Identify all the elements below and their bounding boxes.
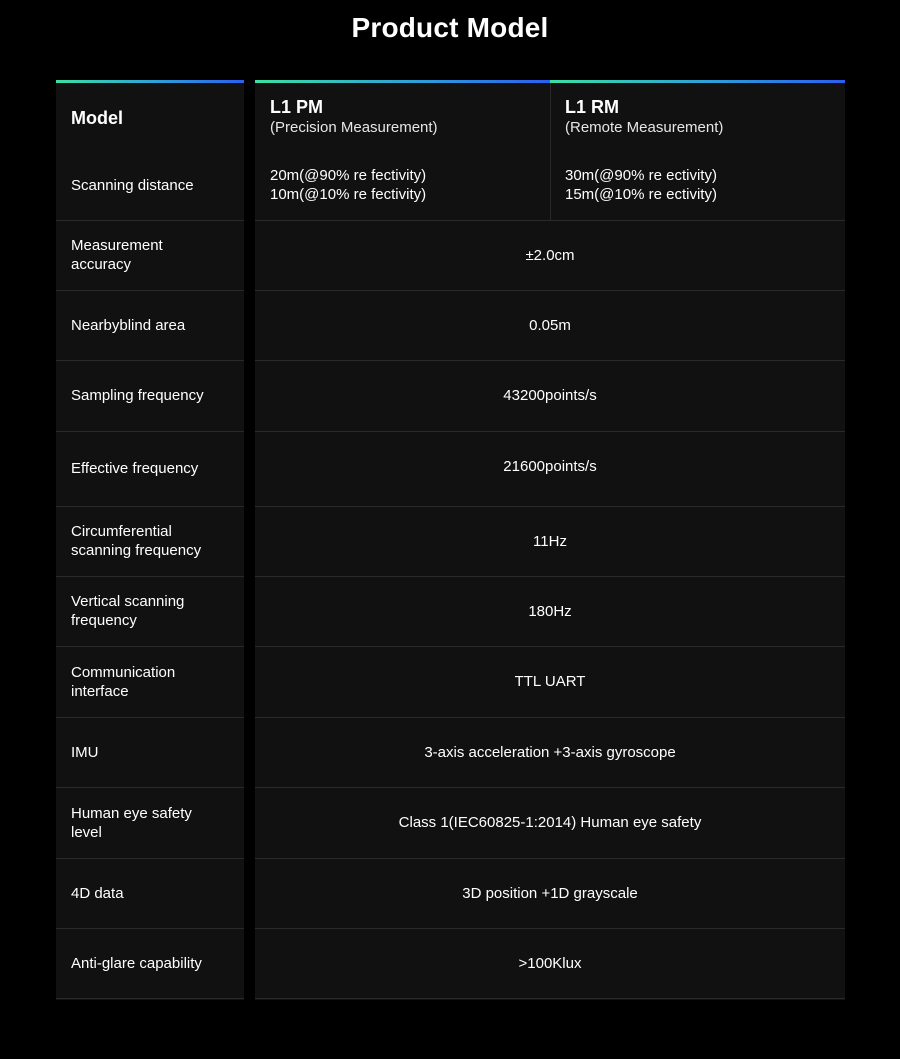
page-title: Product Model	[351, 12, 549, 43]
spec-value-circumferential-scanning-frequency: 11Hz	[533, 532, 567, 550]
scanning-distance-pm-line: 20m(@90% re fectivity)	[270, 167, 427, 184]
spec-label-line: interface	[71, 682, 129, 700]
scanning-distance-pm-line: 10m(@10% re fectivity)	[270, 186, 427, 203]
scanning-distance-pm	[270, 150, 540, 220]
scanning-distance-label: Scanning distance	[71, 176, 194, 194]
scanning-distance-rm-line: 30m(@90% re ectivity)	[565, 167, 717, 184]
model-pm-header	[270, 96, 540, 142]
scanning-distance-rm	[565, 150, 835, 220]
scanning-distance-rm-line: 15m(@10% re ectivity)	[565, 186, 717, 203]
spec-label-communication-interface	[71, 646, 236, 717]
spec-value-sampling-frequency: 43200points/s	[503, 387, 597, 404]
spec-value-nearby-blind-area: 0.05m	[529, 316, 571, 334]
spec-value-imu: 3-axis acceleration +3-axis gyroscope	[424, 743, 676, 761]
model-divider	[550, 83, 551, 220]
spec-value-communication-interface: TTL UART	[514, 673, 586, 690]
spec-value-human-eye-safety-level: Class 1(IEC60825-1:2014) Human eye safety	[398, 814, 702, 831]
spec-label-imu: IMU	[71, 743, 99, 761]
spec-label-anti-glare-capability: Anti-glare capability	[71, 955, 202, 972]
spec-label-line: scanning frequency	[71, 542, 202, 559]
spec-label-human-eye-safety-level	[71, 787, 236, 858]
model-pm-name: L1 PM	[270, 97, 324, 117]
spec-label-line: Measurement	[71, 237, 163, 254]
accent-bar-pm	[255, 80, 550, 83]
spec-value-anti-glare-capability: >100Klux	[518, 955, 582, 972]
spec-label-sampling-frequency: Sampling frequency	[71, 387, 204, 404]
spec-value-effective-frequency: 21600points/s	[503, 457, 597, 475]
spec-label-line: Human eye safety	[71, 804, 192, 822]
spec-value-measurement-accuracy: ±2.0cm	[525, 246, 575, 264]
spec-label-line: level	[71, 823, 102, 841]
spec-label-4d-data: 4D data	[71, 884, 124, 902]
spec-label-vertical-scanning-frequency	[71, 576, 236, 646]
row-divider	[56, 998, 845, 999]
spec-label-nearby-blind-area: Nearbyblind area	[71, 316, 186, 334]
spec-label-effective-frequency: Effective frequency	[71, 460, 199, 477]
spec-label-circumferential-scanning-frequency	[71, 506, 236, 576]
model-rm-name: L1 RM	[565, 97, 619, 117]
column-gap	[244, 80, 255, 1000]
spec-value-4d-data: 3D position +1D grayscale	[462, 884, 638, 902]
model-header-label: Model	[71, 107, 123, 128]
spec-label-measurement-accuracy	[71, 220, 236, 290]
accent-bar-rm	[550, 80, 845, 83]
spec-value-vertical-scanning-frequency: 180Hz	[528, 602, 572, 620]
accent-bar-label	[56, 80, 244, 83]
spec-label-line: Communication	[71, 663, 176, 681]
spec-label-line: accuracy	[71, 256, 132, 273]
spec-label-line: Vertical scanning	[71, 593, 185, 610]
spec-label-line: frequency	[71, 612, 137, 629]
spec-label-line: Circumferential	[71, 523, 172, 540]
model-pm-subtitle: (Precision Measurement)	[270, 119, 438, 136]
model-rm-subtitle: (Remote Measurement)	[565, 119, 724, 136]
model-rm-header	[565, 96, 835, 142]
